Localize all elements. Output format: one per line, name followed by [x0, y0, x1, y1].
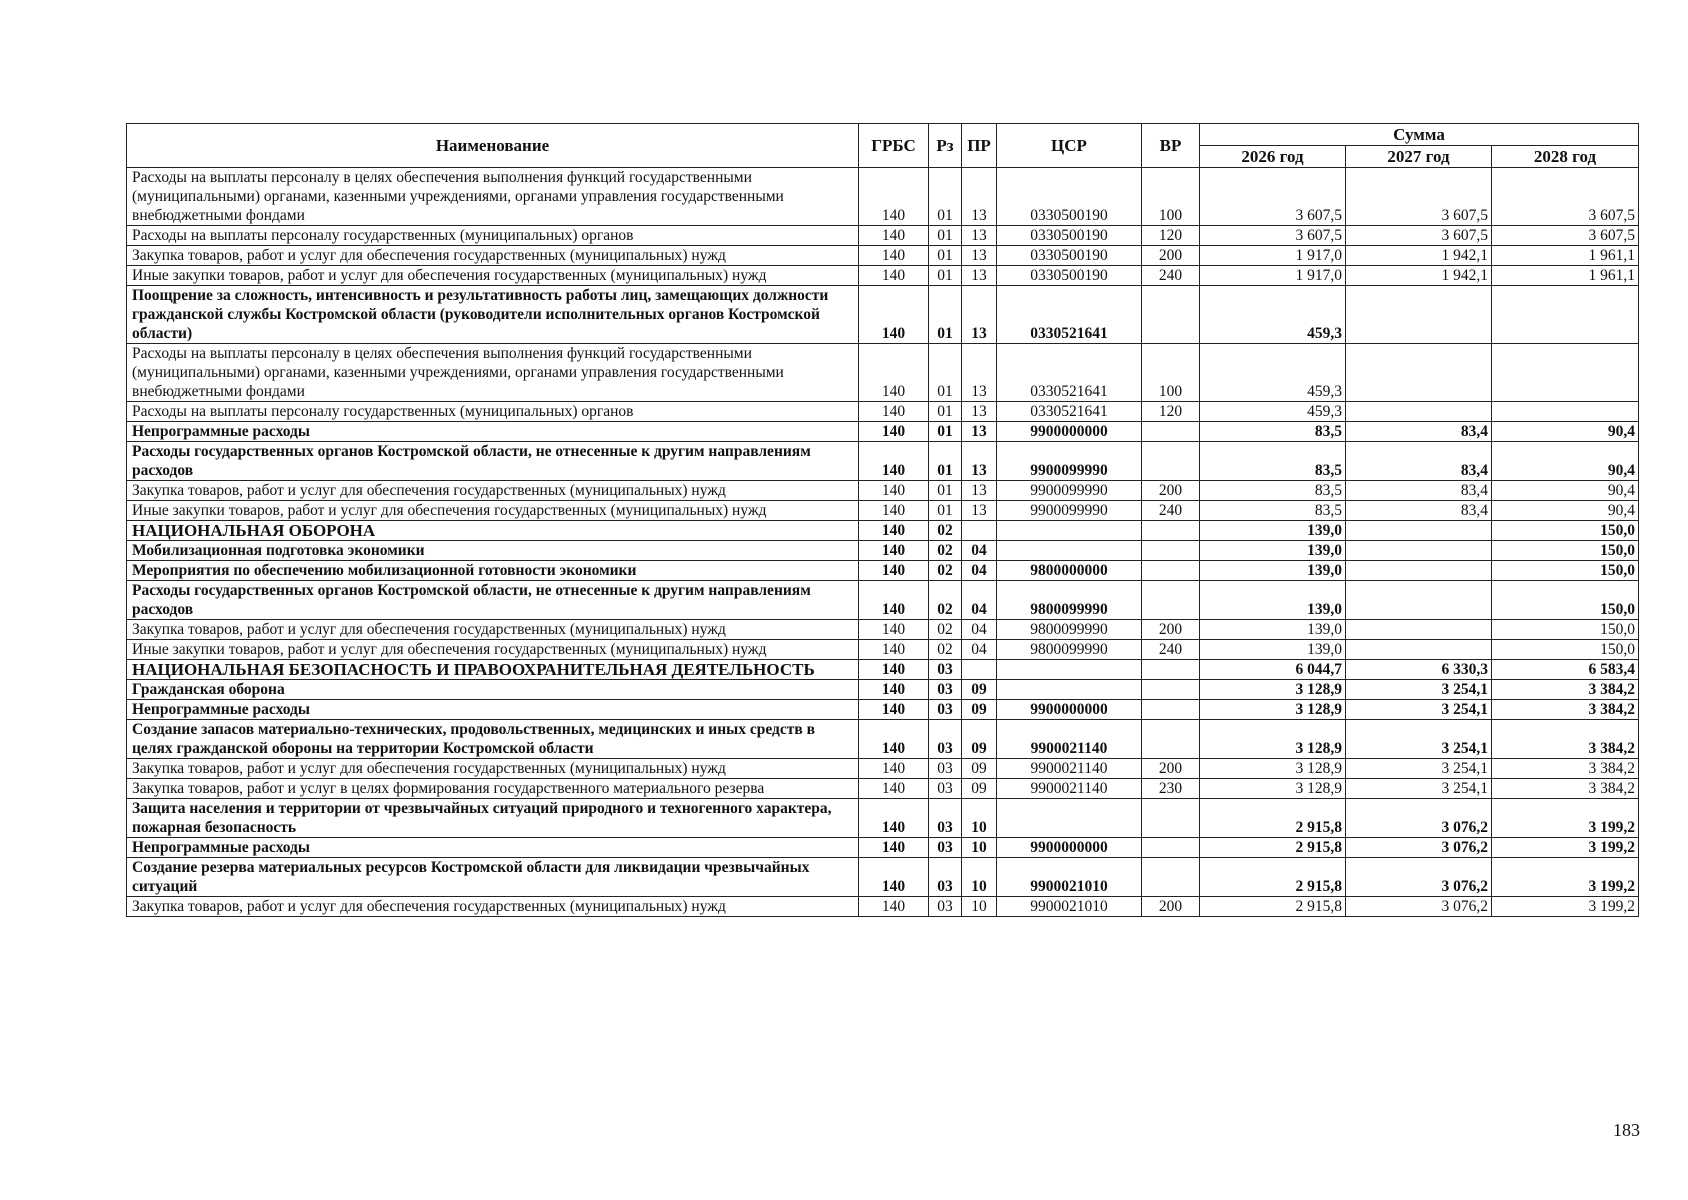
row-grbs: 140	[859, 581, 929, 620]
row-vr	[1142, 442, 1200, 481]
table-row	[127, 286, 1639, 344]
row-rz: 01	[929, 481, 962, 501]
row-name: НАЦИОНАЛЬНАЯ БЕЗОПАСНОСТЬ И ПРАВООХРАНИТЕЛЬНАЯ ДЕЯТЕЛЬНОСТЬ	[127, 660, 859, 680]
row-grbs: 140	[859, 700, 929, 720]
row-name: Мобилизационная подготовка экономики	[127, 541, 859, 561]
row-csr	[997, 521, 1142, 541]
table-row	[127, 759, 1639, 779]
row-grbs: 140	[859, 759, 929, 779]
row-sum-2026: 2 915,8	[1200, 838, 1346, 858]
row-csr: 9900099990	[997, 481, 1142, 501]
row-csr: 0330500190	[997, 246, 1142, 266]
row-sum-2028: 90,4	[1492, 501, 1639, 521]
row-pr: 13	[962, 402, 997, 422]
row-pr: 09	[962, 759, 997, 779]
row-name: НАЦИОНАЛЬНАЯ ОБОРОНА	[127, 521, 859, 541]
row-rz: 01	[929, 501, 962, 521]
row-sum-2026: 139,0	[1200, 541, 1346, 561]
row-sum-2027	[1346, 541, 1492, 561]
row-sum-2028: 3 384,2	[1492, 720, 1639, 759]
row-sum-2026: 3 128,9	[1200, 759, 1346, 779]
row-vr	[1142, 838, 1200, 858]
row-grbs: 140	[859, 286, 929, 344]
row-rz: 02	[929, 620, 962, 640]
row-name: Расходы государственных органов Костромской области, не отнесенные к другим направлениям расходов	[127, 442, 859, 481]
row-grbs: 140	[859, 541, 929, 561]
header-year-2028: 2028 год	[1492, 146, 1639, 168]
row-sum-2028	[1492, 286, 1639, 344]
row-sum-2027	[1346, 581, 1492, 620]
row-csr: 9900099990	[997, 442, 1142, 481]
row-name: Защита населения и территории от чрезвычайных ситуаций природного и техногенного характера, пожарная безопасность	[127, 799, 859, 838]
row-sum-2026: 139,0	[1200, 640, 1346, 660]
row-grbs: 140	[859, 640, 929, 660]
row-pr: 13	[962, 168, 997, 226]
row-pr: 13	[962, 286, 997, 344]
header-vr: ВР	[1142, 124, 1200, 168]
row-csr: 9900000000	[997, 700, 1142, 720]
row-sum-2026: 3 607,5	[1200, 168, 1346, 226]
row-sum-2026: 2 915,8	[1200, 799, 1346, 838]
row-sum-2027: 83,4	[1346, 442, 1492, 481]
row-sum-2027	[1346, 344, 1492, 402]
row-sum-2026: 1 917,0	[1200, 246, 1346, 266]
row-sum-2028: 3 384,2	[1492, 700, 1639, 720]
row-sum-2027: 3 254,1	[1346, 680, 1492, 700]
row-pr: 04	[962, 581, 997, 620]
row-rz: 01	[929, 168, 962, 226]
row-sum-2028: 150,0	[1492, 561, 1639, 581]
row-sum-2026: 459,3	[1200, 344, 1346, 402]
table-row	[127, 402, 1639, 422]
row-name: Гражданская оборона	[127, 680, 859, 700]
row-pr	[962, 521, 997, 541]
row-vr	[1142, 680, 1200, 700]
row-grbs: 140	[859, 838, 929, 858]
row-sum-2028: 3 199,2	[1492, 838, 1639, 858]
table-row	[127, 858, 1639, 897]
row-csr: 0330521641	[997, 286, 1142, 344]
header-name: Наименование	[127, 124, 859, 168]
row-csr	[997, 680, 1142, 700]
row-vr	[1142, 286, 1200, 344]
row-rz: 02	[929, 581, 962, 620]
row-rz: 02	[929, 521, 962, 541]
table-row	[127, 226, 1639, 246]
row-sum-2028: 3 384,2	[1492, 779, 1639, 799]
header-sum: Сумма	[1200, 124, 1639, 146]
row-pr: 13	[962, 422, 997, 442]
row-csr: 9900021010	[997, 897, 1142, 917]
row-rz: 02	[929, 561, 962, 581]
row-grbs: 140	[859, 799, 929, 838]
row-grbs: 140	[859, 266, 929, 286]
row-csr: 9900021140	[997, 759, 1142, 779]
row-vr	[1142, 720, 1200, 759]
row-sum-2028: 6 583,4	[1492, 660, 1639, 680]
row-sum-2028: 90,4	[1492, 481, 1639, 501]
table-row	[127, 422, 1639, 442]
row-rz: 01	[929, 286, 962, 344]
row-grbs: 140	[859, 779, 929, 799]
table-row	[127, 481, 1639, 501]
row-name: Иные закупки товаров, работ и услуг для обеспечения государственных (муниципальных) нужд	[127, 501, 859, 521]
row-grbs: 140	[859, 620, 929, 640]
row-vr	[1142, 541, 1200, 561]
row-pr: 04	[962, 620, 997, 640]
row-pr: 13	[962, 442, 997, 481]
row-vr	[1142, 660, 1200, 680]
row-vr: 200	[1142, 481, 1200, 501]
row-name: Мероприятия по обеспечению мобилизационной готовности экономики	[127, 561, 859, 581]
row-pr: 04	[962, 640, 997, 660]
table-row	[127, 838, 1639, 858]
row-grbs: 140	[859, 402, 929, 422]
row-sum-2026: 139,0	[1200, 561, 1346, 581]
row-grbs: 140	[859, 521, 929, 541]
row-rz: 03	[929, 660, 962, 680]
row-sum-2027	[1346, 620, 1492, 640]
row-sum-2028: 3 384,2	[1492, 680, 1639, 700]
row-csr: 9900021010	[997, 858, 1142, 897]
header-grbs: ГРБС	[859, 124, 929, 168]
table-row	[127, 266, 1639, 286]
row-vr: 200	[1142, 246, 1200, 266]
table-row	[127, 521, 1639, 541]
row-vr: 200	[1142, 620, 1200, 640]
row-csr: 9800099990	[997, 620, 1142, 640]
row-rz: 02	[929, 541, 962, 561]
row-csr: 9900000000	[997, 838, 1142, 858]
row-vr	[1142, 422, 1200, 442]
row-pr: 10	[962, 858, 997, 897]
row-vr	[1142, 521, 1200, 541]
row-vr	[1142, 561, 1200, 581]
row-vr: 230	[1142, 779, 1200, 799]
table-row	[127, 700, 1639, 720]
row-csr: 9900021140	[997, 779, 1142, 799]
row-sum-2028: 1 961,1	[1492, 266, 1639, 286]
row-rz: 03	[929, 799, 962, 838]
table-row	[127, 442, 1639, 481]
row-pr: 09	[962, 700, 997, 720]
row-sum-2027: 6 330,3	[1346, 660, 1492, 680]
row-sum-2028: 3 199,2	[1492, 897, 1639, 917]
row-sum-2027	[1346, 286, 1492, 344]
row-sum-2028: 3 607,5	[1492, 226, 1639, 246]
table-row	[127, 246, 1639, 266]
row-sum-2028: 150,0	[1492, 581, 1639, 620]
row-csr: 0330500190	[997, 168, 1142, 226]
row-sum-2028: 90,4	[1492, 422, 1639, 442]
row-sum-2026: 139,0	[1200, 521, 1346, 541]
row-sum-2026: 3 128,9	[1200, 779, 1346, 799]
row-grbs: 140	[859, 680, 929, 700]
row-vr	[1142, 858, 1200, 897]
row-sum-2028: 150,0	[1492, 620, 1639, 640]
row-name: Закупка товаров, работ и услуг в целях формирования государственного материального резерва	[127, 779, 859, 799]
row-pr: 13	[962, 246, 997, 266]
table-row	[127, 640, 1639, 660]
row-grbs: 140	[859, 226, 929, 246]
row-csr: 9800099990	[997, 640, 1142, 660]
row-pr: 04	[962, 561, 997, 581]
row-sum-2027	[1346, 521, 1492, 541]
row-rz: 03	[929, 700, 962, 720]
row-sum-2026: 1 917,0	[1200, 266, 1346, 286]
row-grbs: 140	[859, 481, 929, 501]
row-name: Непрограммные расходы	[127, 422, 859, 442]
row-pr: 13	[962, 501, 997, 521]
row-pr: 10	[962, 838, 997, 858]
row-vr: 240	[1142, 501, 1200, 521]
row-csr: 9900099990	[997, 501, 1142, 521]
row-name: Непрограммные расходы	[127, 700, 859, 720]
row-sum-2026: 6 044,7	[1200, 660, 1346, 680]
row-name: Закупка товаров, работ и услуг для обеспечения государственных (муниципальных) нужд	[127, 897, 859, 917]
row-rz: 01	[929, 402, 962, 422]
row-rz: 01	[929, 422, 962, 442]
row-vr: 100	[1142, 168, 1200, 226]
row-sum-2028: 3 199,2	[1492, 799, 1639, 838]
header-csr: ЦСР	[997, 124, 1142, 168]
row-rz: 03	[929, 838, 962, 858]
row-pr: 13	[962, 344, 997, 402]
row-vr: 120	[1142, 226, 1200, 246]
table-row	[127, 799, 1639, 838]
row-grbs: 140	[859, 168, 929, 226]
row-name: Расходы на выплаты персоналу в целях обеспечения выполнения функций государственными (муниципальными) органами, казенными учреждениями, органами управления государственными внебюджетными фондами	[127, 168, 859, 226]
row-sum-2028: 90,4	[1492, 442, 1639, 481]
table-row	[127, 680, 1639, 700]
row-sum-2027: 1 942,1	[1346, 266, 1492, 286]
row-grbs: 140	[859, 442, 929, 481]
row-rz: 03	[929, 779, 962, 799]
row-csr: 9900000000	[997, 422, 1142, 442]
row-pr: 13	[962, 266, 997, 286]
row-rz: 01	[929, 442, 962, 481]
row-sum-2026: 83,5	[1200, 442, 1346, 481]
row-csr: 0330500190	[997, 266, 1142, 286]
table-row	[127, 561, 1639, 581]
row-sum-2027: 3 254,1	[1346, 759, 1492, 779]
row-rz: 01	[929, 266, 962, 286]
row-pr	[962, 660, 997, 680]
row-grbs: 140	[859, 561, 929, 581]
row-sum-2028: 150,0	[1492, 541, 1639, 561]
row-name: Закупка товаров, работ и услуг для обеспечения государственных (муниципальных) нужд	[127, 481, 859, 501]
row-csr: 9800099990	[997, 581, 1142, 620]
row-grbs: 140	[859, 720, 929, 759]
row-rz: 03	[929, 858, 962, 897]
row-grbs: 140	[859, 422, 929, 442]
row-vr: 200	[1142, 759, 1200, 779]
row-sum-2026: 459,3	[1200, 402, 1346, 422]
row-vr: 100	[1142, 344, 1200, 402]
table-row	[127, 779, 1639, 799]
row-pr: 09	[962, 720, 997, 759]
row-name: Расходы на выплаты персоналу в целях обеспечения выполнения функций государственными (муниципальными) органами, казенными учреждениями, органами управления государственными внебюджетными фондами	[127, 344, 859, 402]
table-row	[127, 897, 1639, 917]
row-sum-2027: 3 254,1	[1346, 720, 1492, 759]
table-row	[127, 168, 1639, 226]
row-grbs: 140	[859, 858, 929, 897]
header-pr: ПР	[962, 124, 997, 168]
row-sum-2028: 3 607,5	[1492, 168, 1639, 226]
row-rz: 03	[929, 759, 962, 779]
row-sum-2026: 83,5	[1200, 501, 1346, 521]
row-rz: 03	[929, 897, 962, 917]
row-pr: 09	[962, 779, 997, 799]
row-sum-2027: 3 607,5	[1346, 226, 1492, 246]
row-csr	[997, 660, 1142, 680]
row-sum-2028: 3 199,2	[1492, 858, 1639, 897]
row-pr: 13	[962, 226, 997, 246]
row-name: Поощрение за сложность, интенсивность и результативность работы лиц, замещающих должности гражданской службы Костромской области (руководители исполнительных органов Костромской области)	[127, 286, 859, 344]
row-sum-2027: 3 076,2	[1346, 838, 1492, 858]
row-sum-2026: 139,0	[1200, 581, 1346, 620]
table-header	[127, 124, 1639, 168]
row-rz: 01	[929, 344, 962, 402]
row-grbs: 140	[859, 501, 929, 521]
row-rz: 02	[929, 640, 962, 660]
row-grbs: 140	[859, 344, 929, 402]
budget-table	[126, 123, 1639, 917]
row-sum-2026: 3 128,9	[1200, 680, 1346, 700]
row-rz: 01	[929, 246, 962, 266]
page-number: 183	[1613, 1120, 1640, 1140]
row-csr: 0330500190	[997, 226, 1142, 246]
row-sum-2027	[1346, 402, 1492, 422]
row-sum-2026: 3 128,9	[1200, 700, 1346, 720]
row-sum-2028: 3 384,2	[1492, 759, 1639, 779]
row-grbs: 140	[859, 246, 929, 266]
row-sum-2026: 83,5	[1200, 422, 1346, 442]
row-rz: 01	[929, 226, 962, 246]
row-sum-2027	[1346, 561, 1492, 581]
row-rz: 03	[929, 720, 962, 759]
row-sum-2027: 83,4	[1346, 481, 1492, 501]
row-sum-2027: 3 076,2	[1346, 799, 1492, 838]
row-grbs: 140	[859, 660, 929, 680]
row-vr	[1142, 799, 1200, 838]
row-name: Иные закупки товаров, работ и услуг для обеспечения государственных (муниципальных) нужд	[127, 266, 859, 286]
row-name: Иные закупки товаров, работ и услуг для обеспечения государственных (муниципальных) нужд	[127, 640, 859, 660]
row-vr	[1142, 581, 1200, 620]
row-sum-2027	[1346, 640, 1492, 660]
row-sum-2026: 3 128,9	[1200, 720, 1346, 759]
row-sum-2026: 2 915,8	[1200, 858, 1346, 897]
row-sum-2026: 3 607,5	[1200, 226, 1346, 246]
table-row	[127, 620, 1639, 640]
header-year-2026: 2026 год	[1200, 146, 1346, 168]
row-vr: 240	[1142, 266, 1200, 286]
row-csr	[997, 541, 1142, 561]
row-sum-2027: 3 254,1	[1346, 700, 1492, 720]
row-name: Закупка товаров, работ и услуг для обеспечения государственных (муниципальных) нужд	[127, 759, 859, 779]
row-csr: 0330521641	[997, 402, 1142, 422]
row-name: Закупка товаров, работ и услуг для обеспечения государственных (муниципальных) нужд	[127, 246, 859, 266]
table-body	[127, 168, 1639, 917]
row-csr: 9800000000	[997, 561, 1142, 581]
row-sum-2027: 3 254,1	[1346, 779, 1492, 799]
table-row	[127, 344, 1639, 402]
row-rz: 03	[929, 680, 962, 700]
row-sum-2026: 83,5	[1200, 481, 1346, 501]
row-vr: 120	[1142, 402, 1200, 422]
row-sum-2027: 3 607,5	[1346, 168, 1492, 226]
row-csr: 0330521641	[997, 344, 1142, 402]
row-name: Расходы на выплаты персоналу государственных (муниципальных) органов	[127, 402, 859, 422]
row-name: Расходы на выплаты персоналу государственных (муниципальных) органов	[127, 226, 859, 246]
table-row	[127, 501, 1639, 521]
row-sum-2028: 150,0	[1492, 521, 1639, 541]
row-pr: 10	[962, 799, 997, 838]
row-grbs: 140	[859, 897, 929, 917]
row-sum-2026: 459,3	[1200, 286, 1346, 344]
table-row	[127, 720, 1639, 759]
row-sum-2026: 139,0	[1200, 620, 1346, 640]
row-pr: 04	[962, 541, 997, 561]
row-csr: 9900021140	[997, 720, 1142, 759]
row-name: Закупка товаров, работ и услуг для обеспечения государственных (муниципальных) нужд	[127, 620, 859, 640]
row-pr: 09	[962, 680, 997, 700]
row-sum-2028	[1492, 402, 1639, 422]
row-pr: 10	[962, 897, 997, 917]
row-name: Непрограммные расходы	[127, 838, 859, 858]
row-sum-2026: 2 915,8	[1200, 897, 1346, 917]
row-sum-2027: 83,4	[1346, 422, 1492, 442]
row-sum-2027: 3 076,2	[1346, 858, 1492, 897]
row-csr	[997, 799, 1142, 838]
row-vr: 240	[1142, 640, 1200, 660]
table-row	[127, 541, 1639, 561]
row-sum-2028: 150,0	[1492, 640, 1639, 660]
row-name: Расходы государственных органов Костромской области, не отнесенные к другим направлениям расходов	[127, 581, 859, 620]
row-name: Создание резерва материальных ресурсов Костромской области для ликвидации чрезвычайных ситуаций	[127, 858, 859, 897]
row-sum-2028	[1492, 344, 1639, 402]
row-sum-2027: 3 076,2	[1346, 897, 1492, 917]
header-rz: Рз	[929, 124, 962, 168]
row-vr	[1142, 700, 1200, 720]
table-row	[127, 581, 1639, 620]
table-row	[127, 660, 1639, 680]
row-sum-2027: 83,4	[1346, 501, 1492, 521]
row-pr: 13	[962, 481, 997, 501]
header-year-2027: 2027 год	[1346, 146, 1492, 168]
row-vr: 200	[1142, 897, 1200, 917]
row-sum-2027: 1 942,1	[1346, 246, 1492, 266]
row-name: Создание запасов материально-технических, продовольственных, медицинских и иных средств в целях гражданской обороны на территории Костромской области	[127, 720, 859, 759]
row-sum-2028: 1 961,1	[1492, 246, 1639, 266]
